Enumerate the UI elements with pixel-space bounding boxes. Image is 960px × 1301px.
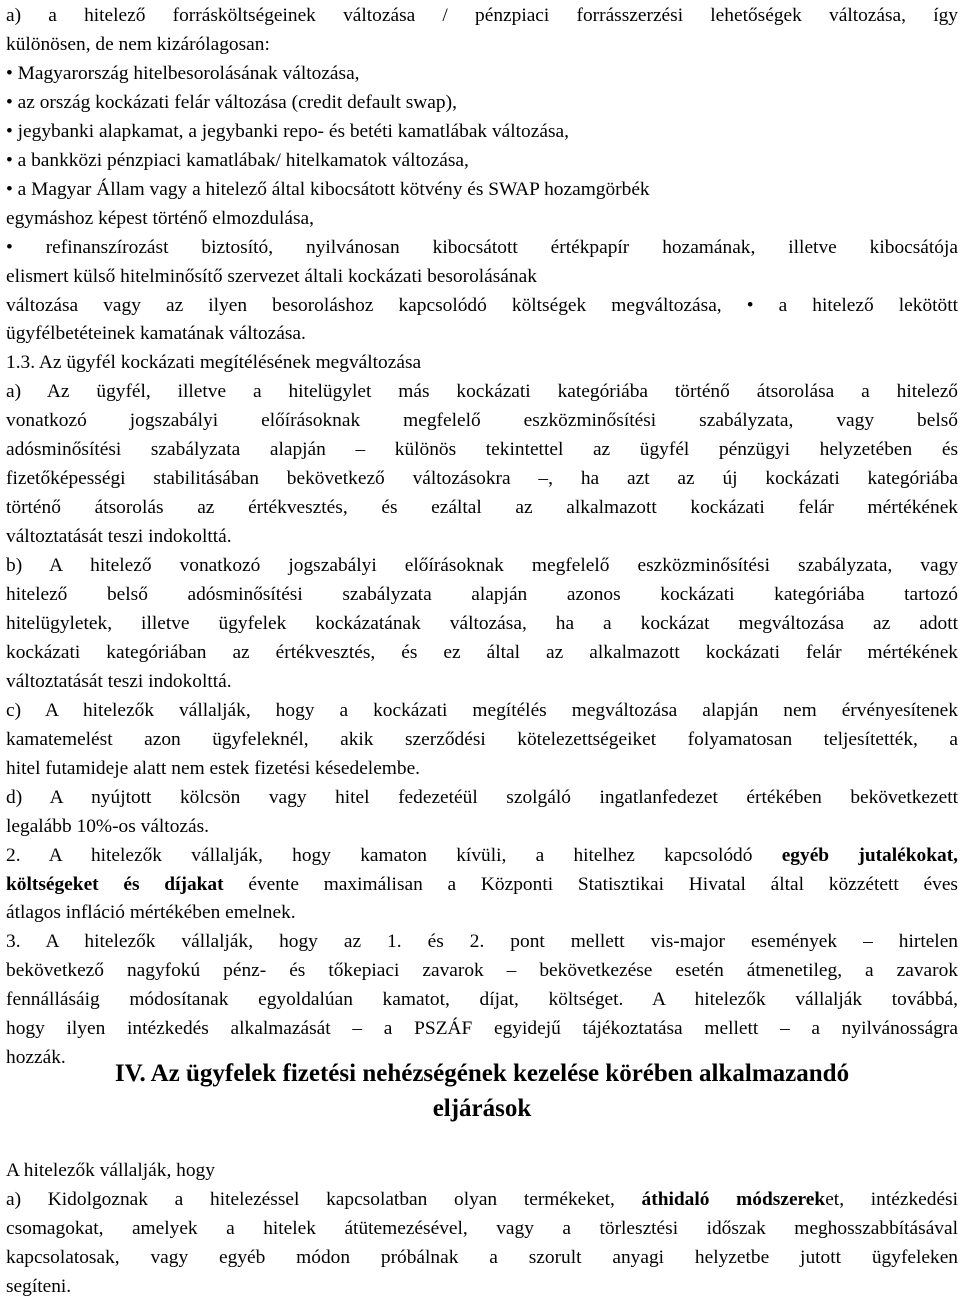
text-line — [6, 494, 958, 522]
text-segment: fennállásáig módosítanak egyoldalúan kamatot, díjat, költséget. A hitelezők vállalják továbbá, — [6, 989, 958, 1011]
text-segment: • refinanszírozást biztosító, nyilvánosan kibocsátott értékpapír hozamának, illetve kibocsátója — [6, 236, 958, 258]
text-line — [6, 1273, 958, 1301]
text-segment: legalább 10%-os változás. — [6, 815, 209, 837]
text-segment: adósminősítési szabályzata alapján – különös tekintettel az ügyfél pénzügyi helyzetében és — [6, 439, 958, 461]
text-line — [6, 928, 958, 956]
section-heading-line-1: IV. Az ügyfelek fizetési nehézségének kezelése körében alkalmazandó — [114, 1060, 850, 1087]
text-line — [6, 89, 958, 117]
text-segment: kockázati kategóriában az értékvesztés, és ez által az alkalmazott kockázati felár mértékének — [6, 641, 958, 663]
text-line — [6, 407, 958, 435]
text-segment: történő átsorolás az értékvesztés, és ezáltal az alkalmazott kockázati felár mértékének — [6, 497, 958, 519]
text-line — [6, 610, 958, 638]
text-line — [6, 581, 958, 609]
text-segment: ügyfélbetéteinek kamatának változása. — [6, 323, 306, 345]
text-segment: vonatkozó jogszabályi előírásoknak megfelelő eszközminősítési szabályzata, vagy belső — [6, 410, 958, 432]
text-segment: bekövetkező nagyfokú pénz- és tőkepiaci zavarok – bekövetkezése esetén átmenetileg, a zavarok — [6, 960, 958, 982]
text-segment: • Magyarország hitelbesorolásának változása, — [6, 62, 360, 84]
text-line — [6, 523, 958, 551]
text-line — [6, 1244, 958, 1272]
text-line — [6, 60, 958, 88]
text-segment: segíteni. — [6, 1275, 72, 1297]
text-line — [6, 697, 958, 725]
text-line — [6, 378, 958, 406]
text-line — [6, 1015, 958, 1043]
text-line — [6, 957, 958, 985]
text-segment: csomagokat, amelyek a hitelek átütemezésével, vagy a törlesztési időszak meghosszabbításával — [6, 1217, 958, 1239]
text-segment: 1.3. Az ügyfél kockázati megítélésének megváltozása — [6, 352, 422, 374]
text-segment: a) Kidolgoznak a hitelezéssel kapcsolatban olyan termékeket, — [6, 1189, 642, 1210]
text-line — [6, 147, 958, 175]
text-line — [6, 436, 958, 464]
text-segment: hitelező belső adósminősítési szabályzata alapján azonos kockázati kategóriába tartozó — [6, 584, 958, 605]
text-line — [6, 784, 958, 812]
text-segment: • a Magyar Állam vagy a hitelező által kibocsátott kötvény és SWAP hozamgörbék — [6, 178, 650, 200]
text-segment: d) A nyújtott kölcsön vagy hitel fedezetéül szolgáló ingatlanfedezet értékében bekövetkezett — [6, 786, 958, 808]
text-segment: 2. A hitelezők vállalják, hogy kamaton kívüli, a hitelhez kapcsolódó — [6, 844, 782, 866]
text-line — [6, 349, 958, 377]
bold-text-segment: egyéb jutalékokat, — [781, 844, 959, 866]
text-segment: évente maximálisan a Központi Statisztikai Hivatal által közzétett éves — [223, 873, 958, 895]
text-segment: a) a hitelező forrásköltségeinek változása / pénzpiaci forrásszerzési lehetőségek változása, így — [6, 5, 958, 26]
text-line — [6, 1186, 958, 1214]
text-line — [6, 2, 958, 30]
text-segment: fizetőképességi stabilitásában bekövetkező változásokra –, ha azt az új kockázati kategóriába — [6, 468, 958, 490]
text-segment: • a bankközi pénzpiaci kamatlábak/ hitelkamatok változása, — [6, 149, 469, 171]
text-line — [6, 986, 958, 1014]
text-segment: elismert külső hitelminősítő szervezet általi kockázati besorolásának — [6, 265, 537, 287]
text-segment: változása vagy az ilyen besoroláshoz kapcsolódó költségek megváltozása, • a hitelező lekötött — [6, 294, 958, 316]
text-segment: hogy ilyen intézkedés alkalmazását – a PSZÁF egyidejű tájékoztatása mellett – a nyilvánosságra — [6, 1018, 958, 1040]
text-segment: • jegybanki alapkamat, a jegybanki repo- és betéti kamatlábak változása, — [6, 120, 569, 142]
text-line — [6, 726, 958, 754]
text-line — [6, 842, 958, 870]
text-segment: hozzák. — [6, 1047, 66, 1069]
text-line — [6, 813, 958, 841]
text-segment: kamatemelést azon ügyfeleknél, akik szerződési kötelezettségeiket folyamatosan teljesítették, a — [6, 728, 958, 750]
text-line — [6, 205, 958, 233]
text-line — [6, 755, 958, 783]
text-line — [6, 465, 958, 493]
text-segment: hitel futamideje alatt nem estek fizetési késedelembe. — [6, 757, 421, 779]
text-line — [6, 118, 958, 146]
text-line — [6, 292, 958, 320]
text-line — [6, 639, 958, 667]
text-segment: átlagos infláció mértékében emelnek. — [6, 902, 296, 924]
text-segment: 3. A hitelezők vállalják, hogy az 1. és 2. pont mellett vis-major események – hirtelen — [6, 931, 958, 953]
text-line — [6, 31, 958, 59]
text-segment: • az ország kockázati felár változása (credit default swap), — [6, 91, 457, 113]
text-segment: b) A hitelező vonatkozó jogszabályi előírásoknak megfelelő eszközminősítési szabályzata, vagy — [6, 555, 958, 576]
bold-text-segment: költségeket és díjakat — [6, 873, 224, 895]
text-segment: hitelügyletek, illetve ügyfelek kockázatának változása, ha a kockázat megváltozása az adott — [6, 612, 958, 634]
text-segment: a) Az ügyfél, illetve a hitelügylet más kockázati kategóriába történő átsorolása a hitelező — [6, 381, 958, 403]
text-line — [6, 871, 958, 899]
text-segment: egymáshoz képest történő elmozdulása, — [6, 207, 314, 229]
text-segment: változtatását teszi indokolttá. — [6, 670, 232, 692]
text-segment: különösen, de nem kizárólagosan: — [6, 33, 270, 55]
text-line — [6, 176, 958, 204]
text-line — [6, 668, 958, 696]
text-line — [6, 263, 958, 291]
text-line — [6, 234, 958, 262]
text-segment: kapcsolatosak, vagy egyéb módon próbálnak a szorult anyagi helyzetbe jutott ügyfeleken — [6, 1246, 958, 1268]
section-heading-line-2: eljárások — [432, 1095, 532, 1122]
text-segment: c) A hitelezők vállalják, hogy a kockázati megítélés megváltozása alapján nem érvényesítenek — [6, 699, 958, 721]
text-segment: változtatását teszi indokolttá. — [6, 526, 232, 548]
text-line — [6, 552, 958, 580]
text-segment: et, intézkedési — [825, 1189, 958, 1210]
text-line — [6, 1215, 958, 1243]
text-line — [6, 1157, 958, 1185]
text-line — [6, 899, 958, 927]
bold-text-segment: áthidaló módszerek — [641, 1189, 826, 1210]
text-line — [6, 320, 958, 348]
text-segment: A hitelezők vállalják, hogy — [6, 1160, 215, 1181]
